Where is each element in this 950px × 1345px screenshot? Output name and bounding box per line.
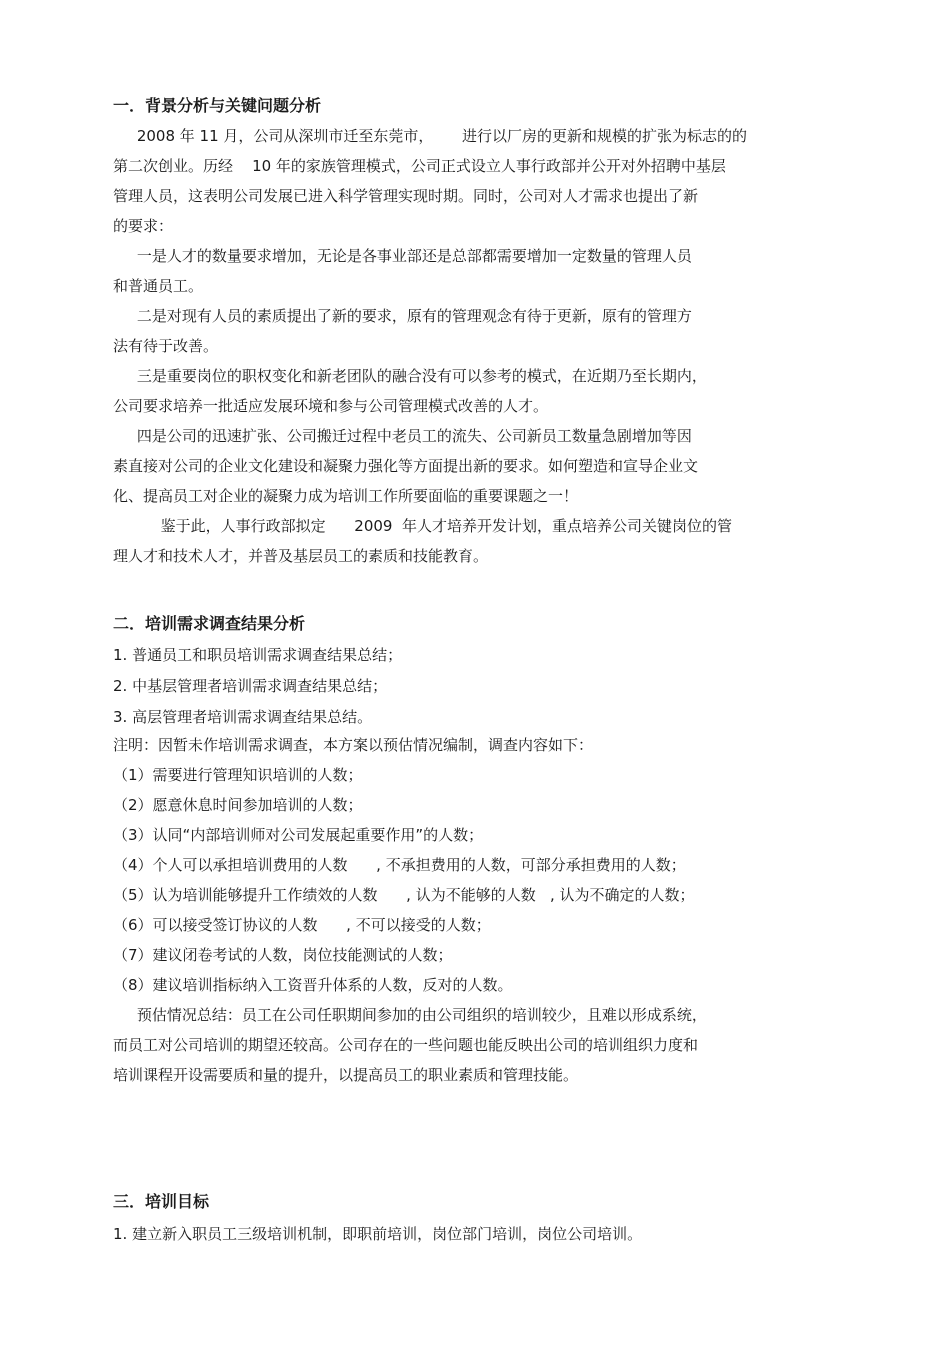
section1-heading: 一．背景分析与关键问题分析: [113, 96, 322, 115]
section1-line: 化、提高员工对企业的凝聚力成为培训工作所要面临的重要课题之一！: [113, 487, 579, 505]
section2-line: 2. 中基层管理者培训需求调查结果总结；: [113, 677, 388, 695]
section1-line: 和普通员工。: [113, 277, 204, 295]
section1-line: 一是人才的数量要求增加，无论是各事业部还是总部都需要增加一定数量的管理人员: [113, 247, 692, 265]
section2-line: 3. 高层管理者培训需求调查结果总结。: [113, 708, 373, 726]
section2-line: （8）建议培训指标纳入工资晋升体系的人数，反对的人数。: [113, 976, 513, 994]
section3-line: 1. 建立新入职员工三级培训机制，即职前培训，岗位部门培训，岗位公司培训。: [113, 1225, 643, 1243]
section1-line: 理人才和技术人才，并普及基层员工的素质和技能教育。: [113, 547, 489, 565]
section1-line: 四是公司的迅速扩张、公司搬迁过程中老员工的流失、公司新员工数量急剧增加等因: [113, 427, 692, 445]
section2-line: （3）认同“内部培训师对公司发展起重要作用”的人数；: [113, 826, 484, 844]
section1-line: 第二次创业。历经 10 年的家族管理模式，公司正式设立人事行政部并公开对外招聘中基层: [113, 157, 726, 175]
section2-line: 1. 普通员工和职员培训需求调查结果总结；: [113, 646, 403, 664]
section2-line: （1）需要进行管理知识培训的人数；: [113, 766, 363, 784]
section1-line: 公司要求培养一批适应发展环境和参与公司管理模式改善的人才。: [113, 397, 549, 415]
section2-heading: 二．培训需求调查结果分析: [113, 614, 306, 633]
section2-line: 预估情况总结：员工在公司任职期间参加的由公司组织的培训较少，且难以形成系统，: [113, 1006, 707, 1024]
section2-line: （4）个人可以承担培训费用的人数 , 不承担费用的人数，可部分承担费用的人数；: [113, 856, 686, 874]
section2-line: （6）可以接受签订协议的人数 , 不可以接受的人数；: [113, 916, 491, 934]
section3-heading: 三．培训目标: [113, 1192, 210, 1211]
section1-line: 的要求：: [113, 217, 174, 235]
section1-line: 素直接对公司的企业文化建设和凝聚力强化等方面提出新的要求。如何塑造和宣导企业文: [113, 457, 699, 475]
section1-line: 2008 年 11 月，公司从深圳市迁至东莞市， 进行以厂房的更新和规模的扩张为标志的的: [113, 127, 748, 145]
section2-line: （5）认为培训能够提升工作绩效的人数 , 认为不能够的人数 , 认为不确定的人数；: [113, 886, 695, 904]
section2-line: 注明：因暂未作培训需求调查，本方案以预估情况编制，调查内容如下：: [113, 736, 594, 754]
section2-line: （2）愿意休息时间参加培训的人数；: [113, 796, 363, 814]
section2-line: 而员工对公司培训的期望还较高。公司存在的一些问题也能反映出公司的培训组织力度和: [113, 1036, 699, 1054]
section1-line: 三是重要岗位的职权变化和新老团队的融合没有可以参考的模式，在近期乃至长期内，: [113, 367, 707, 385]
section1-line: 管理人员，这表明公司发展已进入科学管理实现时期。同时，公司对人才需求也提出了新: [113, 187, 699, 205]
section1-line: 鉴于此，人事行政部拟定 2009 年人才培养开发计划，重点培养公司关键岗位的管: [113, 517, 733, 535]
section2-line: （7）建议闭卷考试的人数，岗位技能测试的人数；: [113, 946, 453, 964]
section1-line: 二是对现有人员的素质提出了新的要求，原有的管理观念有待于更新，原有的管理方: [113, 307, 692, 325]
section1-line: 法有待于改善。: [113, 337, 219, 355]
section2-line: 培训课程开设需要质和量的提升，以提高员工的职业素质和管理技能。: [113, 1066, 579, 1084]
